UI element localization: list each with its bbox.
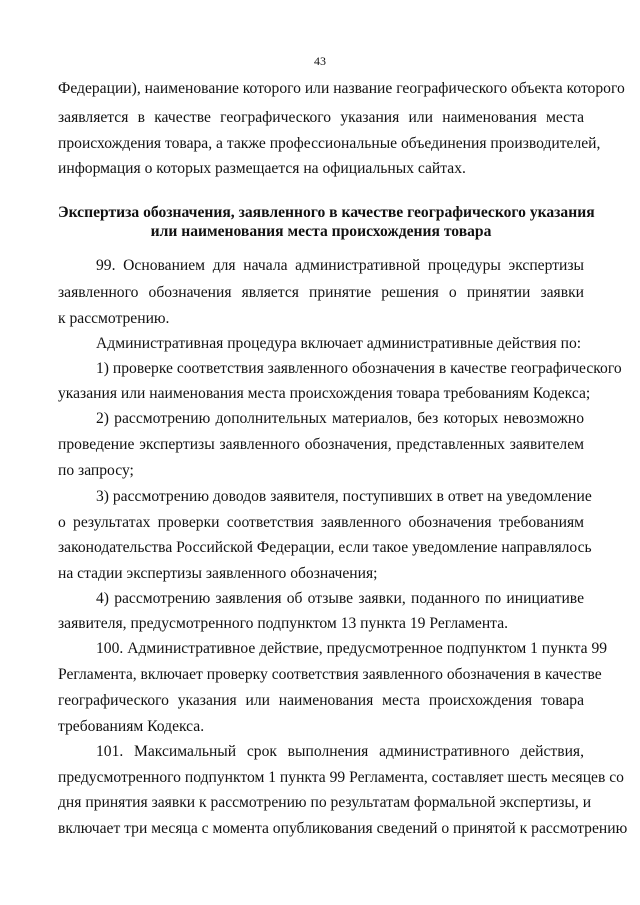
text-line: к рассмотрению. <box>58 310 170 327</box>
text-line: 4) рассмотрению заявления об отзыве заявки, поданного по инициативе <box>96 590 584 607</box>
text-line: по запросу; <box>58 462 134 479</box>
section-heading-line: Экспертиза обозначения, заявленного в качестве географического указания <box>58 204 595 221</box>
text-line: требованиям Кодекса. <box>58 718 205 735</box>
text-line: Федерации), наименование которого или название географического объекта которого <box>58 80 625 97</box>
text-line: 99. Основанием для начала административной процедуры экспертизы <box>96 257 584 274</box>
text-line: информация о которых размещается на официальных сайтах. <box>58 160 466 177</box>
text-line: дня принятия заявки к рассмотрению по результатам формальной экспертизы, и <box>58 794 592 811</box>
text-line: включает три месяца с момента опубликования сведений о принятой к рассмотрению <box>58 820 628 837</box>
text-line: Административная процедура включает административные действия по: <box>96 335 582 352</box>
text-line: заявляется в качестве географического указания или наименования места <box>58 109 584 126</box>
text-line: на стадии экспертизы заявленного обозначения; <box>58 565 378 582</box>
text-line: заявленного обозначения является принятие решения о принятии заявки <box>58 284 584 301</box>
text-line: заявителя, предусмотренного подпунктом 13 пункта 19 Регламента. <box>58 615 509 632</box>
text-line: 2) рассмотрению дополнительных материалов, без которых невозможно <box>96 410 584 427</box>
text-line: происхождения товара, а также профессиональные объединения производителей, <box>58 135 601 152</box>
text-line: 101. Максимальный срок выполнения административного действия, <box>96 743 584 760</box>
text-line: проведение экспертизы заявленного обозначения, представленных заявителем <box>58 436 584 453</box>
text-line: предусмотренного подпунктом 1 пункта 99 Регламента, составляет шесть месяцев со <box>58 769 624 786</box>
text-line: географического указания или наименования места происхождения товара <box>58 692 584 709</box>
text-line: 100. Административное действие, предусмотренное подпунктом 1 пункта 99 <box>96 640 608 657</box>
text-line: о результатах проверки соответствия заявленного обозначения требованиям <box>58 514 584 531</box>
text-line: 1) проверке соответствия заявленного обозначения в качестве географического <box>96 360 622 377</box>
text-line: 3) рассмотрению доводов заявителя, поступивших в ответ на уведомление <box>96 488 592 505</box>
text-line: законодательства Российской Федерации, если такое уведомление направлялось <box>58 539 592 556</box>
text-line: указания или наименования места происхождения товара требованиям Кодекса; <box>58 385 591 402</box>
text-line: Регламента, включает проверку соответствия заявленного обозначения в качестве <box>58 666 602 683</box>
section-heading-line: или наименования места происхождения товара <box>150 223 492 240</box>
page-number: 43 <box>314 54 326 68</box>
